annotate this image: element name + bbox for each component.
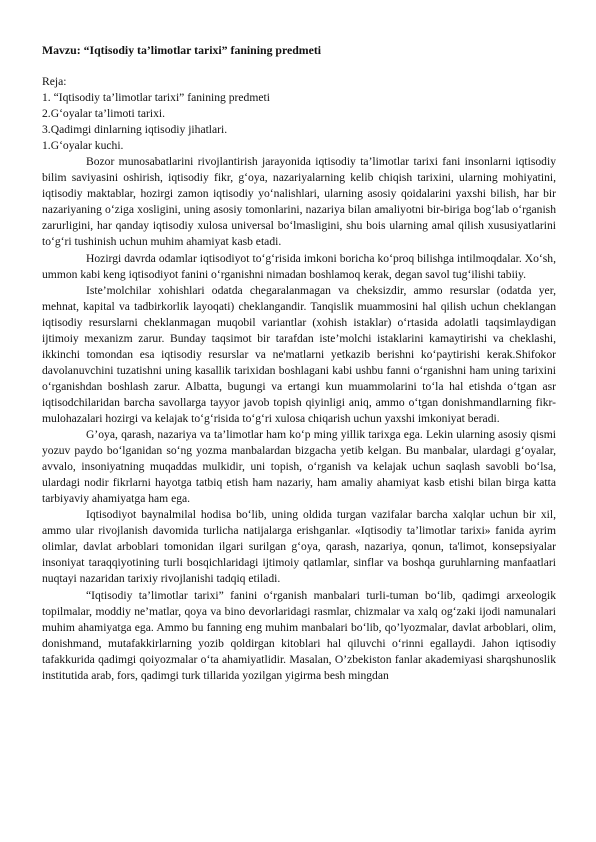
plan-item: 3.Qadimgi dinlarning iqtisodiy jihatlari. (42, 123, 228, 137)
plan-item: 1.G‘oyalar kuchi. (42, 139, 124, 153)
body-paragraph: Iqtisodiyot baynalmilal hodisa bo‘lib, uning oldida turgan vazifalar barcha xalqlar uchun bir xil, ammo ular rivojlanish davomida turlicha natijalarga erishganlar. «Iqtisodiy ta’limotlar tarixi» fanida ayrim olimlar, davlat arboblari tomonidan ilgari surilgan g‘oya, qarash, nazariya, qonun, ta'limot, konsepsiyalar insoniyat taraqqiyotining turli bosqichlaridagi ijtimoiy qatlamlar, sinflar va boshqa guruhlarning manfaatlari nuqtayi nazaridan tarixiy rivojlanishi tadqiq etiladi. (42, 508, 556, 586)
plan-list (42, 90, 556, 154)
body-paragraph: Bozor munosabatlarini rivojlantirish jarayonida iqtisodiy ta’limotlar tarixi fani insonlarni iqtisodiy bilim saviyasini oshirish, iqtisodiy fikr, g‘oya, nazariyalarning kelib chiqish tarixini, ularning mohiyatini, iqtisodiy maktablar, hozirgi zamon iqtisodiy yo‘nalishlari, ularning asosiy qoidalarini yaxshi bilish, har bir nazariyaning o‘ziga xosligini, uning asosiy tomonlarini, nazariya bilan amaliyotni bir-biriga bog‘lab o‘rganish zarurligini, har qanday iqtisodiy xulosa universal bo‘lmasligini, shu bois ularning amal qilish xususiyatlarini to‘g‘ri tushinish uchun muhim ahamiyat kasb etadi. (42, 155, 556, 249)
document-title: Mavzu: “Iqtisodiy ta’limotlar tarixi” fanining predmeti (42, 43, 322, 57)
body-paragraph: “Iqtisodiy ta’limotlar tarixi” fanini o‘rganish manbalari turli-tuman bo‘lib, qadimgi arxeologik topilmalar, moddiy ne’matlar, qoya va bino devorlaridagi rasmlar, chizmalar va xalq og‘zaki ijodi namunalari muhim ahamiyatga ega. Ammo bu fanning eng muhim manbalari bo‘lib, qo’lyozmalar, davlat arboblari, olim, donishmand, mutafakkirlarning yozib qoldirgan kitoblari hal qiluvchi o‘rinni egallaydi. Jahon iqtisodiy tafakkurida qadimgi qoiyozmalar o‘ta ahamiyatlidir. Masalan, O’zbekiston fanlar akademiyasi sharqshunoslik institutida arab, fors, qadimgi turk tillarida yozilgan yigirma besh mingdan (42, 588, 556, 682)
plan-item: 2.G‘oyalar ta’limoti tarixi. (42, 107, 165, 121)
body-paragraph: G’oya, qarash, nazariya va ta’limotlar ham ko‘p ming yillik tarixga ega. Lekin ularning asosiy qismi yozuv paydo bo‘lganidan so‘ng yozma manbalardan bizgacha yetib kelgan. Bu manbalar, ulardagi g‘oyalar, avvalo, insoniyatning muqaddas mulkidir, uni topish, o‘rganish va kelajak uchun saqlash savobli bo‘lsa, ulardagi nodir fikrlarni hayotga tatbiq etish ham nazariy, ham amaliy ahamiyat kasb etishi bilan birga katta tarbiyaviy ahamiyatga ham ega. (42, 428, 556, 506)
body-paragraph: Hozirgi davrda odamlar iqtisodiyot to‘g‘risida imkoni boricha ko‘proq bilishga intilmoqdalar. Xo‘sh, ummon kabi keng iqtisodiyot fanini o‘rganishni nimadan boshlamoq kerak, degan savol tug‘ilishi tabiiy. (42, 251, 556, 281)
plan-item: 1. “Iqtisodiy ta’limotlar tarixi” fanining predmeti (42, 91, 270, 105)
body-paragraph: Iste’molchilar xohishlari odatda chegaralanmagan va cheksizdir, ammo resurslar (odatda yer, mehnat, kapital va tadbirkorlik layoqati) cheklangandir. Tanqislik muammosini hal qilish uchun cheklangan iqtisodiy resurslarni cheklanmagan muqobil variantlar (xohish istaklar) o‘rtasida adolatli taqsimlaydigan ijtimoiy mexanizm zarur. Bunday taqsimot bir tarafdan iste’molchi istaklarini kamaytirishi va cheklashi, ikkinchi tomondan esa iqtisodiy resurslar va ne'matlarni yetkazib berishni ko‘paytirishi kerak.Shifokor davolanuvchini tuzatishni uning kasallik tarixidan boshlagani kabi ushbu fanni o‘rganishni ham uning tarixini o‘rganishdan boshlash zarur. Albatta, bugungi va ertangi kun muammolarini to‘la hal etishda o‘tgan asr iqtisodchilaridan barcha savollarga tayyor javob topish qiyinligi aniq, ammo o‘tgan donishmandlarning fikr-mulohazalari hozirgi va kelajak to‘g‘risida to‘g‘ri xulosa chiqarish uchun yaxshi imkoniyat beradi. (42, 283, 556, 425)
plan-label: Reja: (42, 75, 67, 88)
